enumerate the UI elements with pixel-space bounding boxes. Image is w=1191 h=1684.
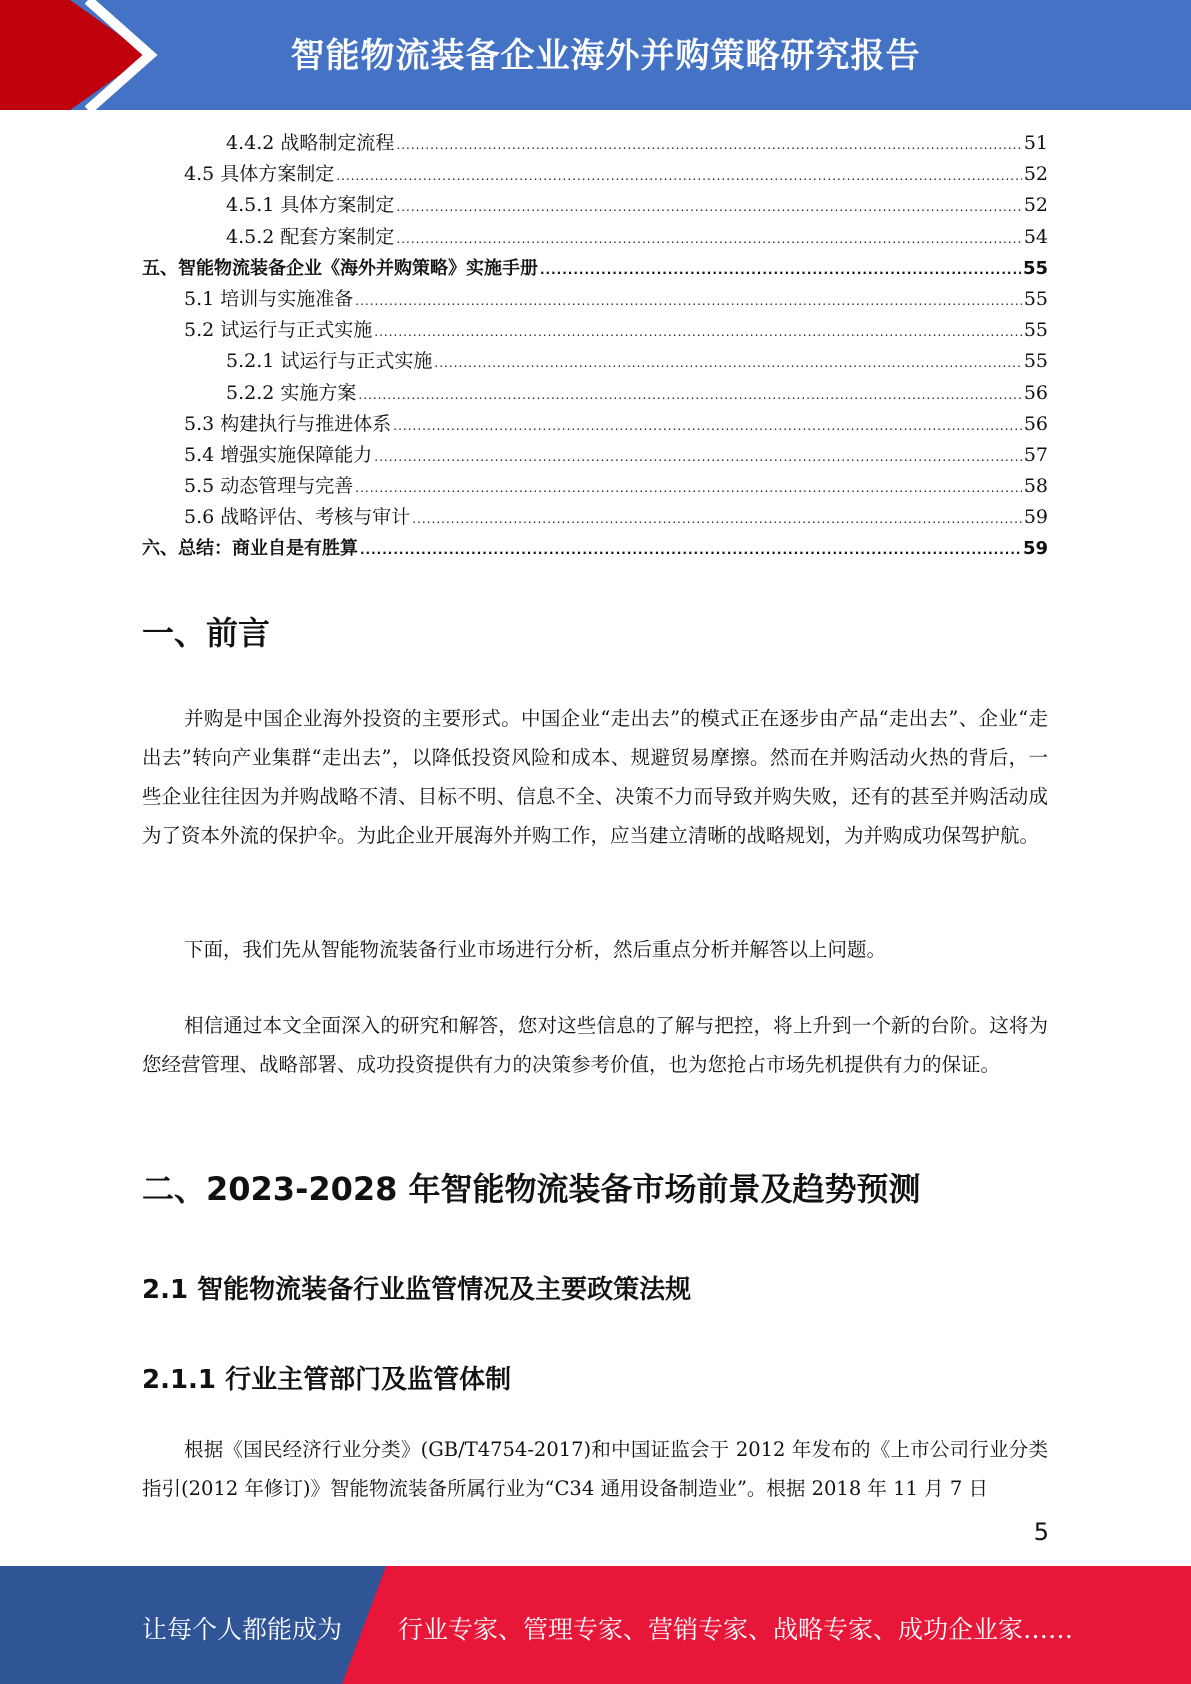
report-title: 智能物流装备企业海外并购策略研究报告 xyxy=(290,36,921,76)
subsubsection-heading-authority: 2.1.1 行业主管部门及监管体制 xyxy=(142,1365,512,1395)
toc-entry[interactable] xyxy=(142,190,1048,221)
toc-entry-page: 55 xyxy=(1022,257,1048,279)
paragraph: 并购是中国企业海外投资的主要形式。中国企业“走出去”的模式正在逐步由产品“走出去”、企业“走出去”转向产业集群“走出去”，以降低投资风险和成本、规避贸易摩擦。然而在并购活动火热的背后，一些企业往往因为并购战略不清、目标不明、信息不全、决策不力而导致并购失败，还有的甚至并购活动成为了资本外流的保护伞。为此企业开展海外并购工作，应当建立清晰的战略规划，为并购成功保驾护航。 xyxy=(142,707,1048,847)
toc-entry-page: 56 xyxy=(1023,412,1048,435)
toc-entry[interactable] xyxy=(142,533,1048,564)
toc-entry-label: 5.4 增强实施保障能力 xyxy=(184,443,373,466)
footer-slogan-right: 行业专家、管理专家、营销专家、战略专家、成功企业家…… xyxy=(398,1615,1074,1644)
subsection-heading-regulation: 2.1 智能物流装备行业监管情况及主要政策法规 xyxy=(142,1275,692,1305)
toc-leader-dots xyxy=(355,473,1022,504)
toc-entry[interactable] xyxy=(142,346,1048,377)
paragraph: 下面，我们先从智能物流装备行业市场进行分析，然后重点分析并解答以上问题。 xyxy=(184,938,887,961)
toc-entry-label: 5.2.1 试运行与正式实施 xyxy=(226,350,433,373)
toc-leader-dots xyxy=(396,192,1021,223)
toc-entry-page: 55 xyxy=(1023,350,1048,373)
toc-entry[interactable] xyxy=(142,440,1048,471)
toc-entry[interactable] xyxy=(142,284,1048,315)
toc-entry-page: 56 xyxy=(1023,381,1048,404)
toc-entry-page: 55 xyxy=(1023,287,1048,310)
toc-entry-page: 57 xyxy=(1023,443,1048,466)
toc-entry-page: 54 xyxy=(1023,225,1048,248)
toc-entry[interactable] xyxy=(142,222,1048,253)
toc-entry-label: 4.5 具体方案制定 xyxy=(184,163,335,186)
toc-entry[interactable] xyxy=(142,315,1048,346)
toc-entry[interactable] xyxy=(142,471,1048,502)
toc-leader-dots xyxy=(374,317,1022,348)
toc-entry[interactable] xyxy=(142,159,1048,190)
toc-entry-label: 5.3 构建执行与推进体系 xyxy=(184,412,392,435)
toc-leader-dots xyxy=(393,411,1022,442)
section-heading-market-forecast: 二、2023-2028 年智能物流装备市场前景及趋势预测 xyxy=(142,1170,921,1208)
toc-entry-page: 59 xyxy=(1023,506,1048,529)
toc-leader-dots xyxy=(396,130,1021,161)
toc-entry-label: 5.6 战略评估、考核与审计 xyxy=(184,506,411,529)
toc-leader-dots xyxy=(434,348,1021,379)
table-of-contents xyxy=(142,128,1048,565)
section-heading-preface: 一、前言 xyxy=(142,614,271,652)
toc-entry[interactable] xyxy=(142,378,1048,409)
toc-leader-dots xyxy=(360,535,1021,566)
toc-entry-label: 5.5 动态管理与完善 xyxy=(184,475,354,498)
toc-entry-page: 51 xyxy=(1023,132,1048,154)
toc-entry-label: 4.5.1 具体方案制定 xyxy=(226,194,395,217)
footer-slogan-left: 让每个人都能成为 xyxy=(142,1615,343,1644)
toc-leader-dots xyxy=(374,442,1022,473)
toc-entry-label: 5.2 试运行与正式实施 xyxy=(184,319,373,342)
toc-leader-dots xyxy=(355,286,1022,317)
toc-leader-dots xyxy=(336,161,1022,192)
page-number: 5 xyxy=(1033,1518,1049,1546)
toc-entry-page: 55 xyxy=(1023,319,1048,342)
paragraph: 根据《国民经济行业分类》(GB/T4754-2017)和中国证监会于 2012 年发布的《上市公司行业分类指引(2012 年修订)》智能物流装备所属行业为“C34 通用设备制造业”。根据 2018 年 11 月 7 日 xyxy=(142,1438,1048,1500)
toc-entry[interactable] xyxy=(142,502,1048,533)
toc-leader-dots xyxy=(396,224,1021,255)
toc-entry-page: 52 xyxy=(1023,194,1048,217)
toc-entry[interactable] xyxy=(142,128,1048,159)
toc-leader-dots xyxy=(358,380,1021,411)
toc-entry-label: 4.4.2 战略制定流程 xyxy=(226,132,395,154)
toc-entry[interactable] xyxy=(142,409,1048,440)
red-arrow-shape xyxy=(0,0,148,110)
toc-entry-label: 4.5.2 配套方案制定 xyxy=(226,225,395,248)
toc-entry-label: 5.2.2 实施方案 xyxy=(226,381,357,404)
toc-entry[interactable] xyxy=(142,253,1048,284)
paragraph: 相信通过本文全面深入的研究和解答，您对这些信息的了解与把控，将上升到一个新的台阶。这将为您经营管理、战略部署、成功投资提供有力的决策参考价值，也为您抢占市场先机提供有力的保证。 xyxy=(142,1014,1048,1076)
toc-entry-page: 58 xyxy=(1023,475,1048,498)
toc-entry-label: 六、总结：商业自是有胜算 xyxy=(142,538,358,560)
toc-leader-dots xyxy=(412,504,1022,535)
toc-entry-page: 59 xyxy=(1022,538,1048,560)
toc-entry-page: 52 xyxy=(1023,163,1048,186)
toc-entry-label: 5.1 培训与实施准备 xyxy=(184,287,354,310)
toc-leader-dots xyxy=(540,255,1021,286)
toc-entry-label: 五、智能物流装备企业《海外并购策略》实施手册 xyxy=(142,257,538,279)
